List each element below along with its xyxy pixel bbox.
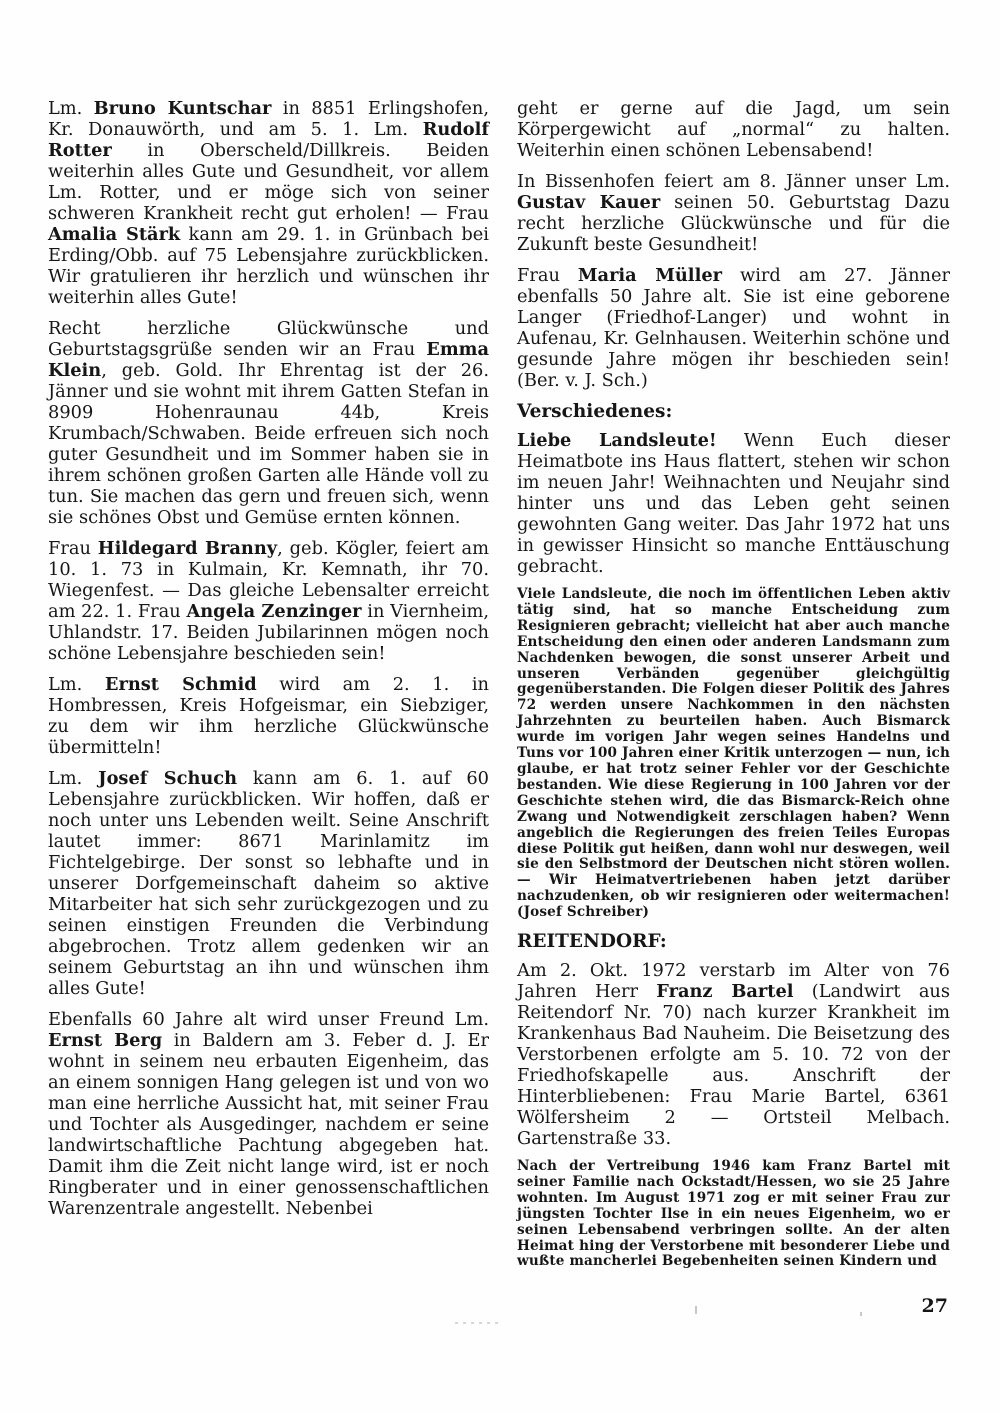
paragraph [517,265,950,391]
text-segment: Lm. [48,768,99,789]
paragraph [517,430,950,577]
text-segment: Lm. [48,98,94,119]
text-segment: Nach der Vertreibung 1946 kam Franz Bartel mit seiner Familie nach Ockstadt/Hessen, wo sie 25 Jahre wohnten. Im August 1971 zog er mit seiner Frau zur jüngsten Tochter Ilse in ein neues Eigenheim, wo er seinen Lebensabend verbringen sollte. An der alten Heimat hing der Verstorbene mit besonderer Liebe und wußte mancherlei Begebenheiten seinen Kindern und [517,1158,950,1270]
text-segment: In Bissenhofen feiert am 8. Jänner unser Lm. [517,171,950,192]
page-number: 27 [921,1295,948,1317]
bold-text: Bruno Kuntschar [93,98,272,119]
bold-text: Rudolf Rotter [48,119,489,161]
text-segment: in Baldern am 3. Feber d. J. Er wohnt in seinem neu erbauten Eigenheim, das an einem sonnigen Hang gelegen ist und von wo man eine herrliche Aussicht hat, mit seiner Frau und Tochter als Ausgedinger, nachdem er seine landwirtschaftliche Pachtung abgegeben hat. Damit ihm die Zeit nicht lange wird, ist er noch Ringberater und in einer genossenschaftlichen Warenzentrale angestellt. Nebenbei [48,1030,489,1219]
bold-text: Angela Zenzinger [186,601,362,622]
text-segment: geht er gerne auf die Jagd, um sein Körpergewicht auf „normal“ zu halten. Weiterhin einen schönen Lebensabend! [517,98,950,161]
bold-text: Verschiedenes: [517,401,673,422]
bold-text: Josef Schuch [98,768,238,789]
bold-text: Franz Bartel [656,981,794,1003]
paragraph [48,674,489,758]
text-segment: wird am 27. Jänner ebenfalls 50 Jahre alt. Sie ist eine geborene Langer (Friedhof-Langer) und wohnt in Aufenau, Kr. Gelnhausen. Weiterhin schöne und gesunde Jahre mögen ihr beschieden sein! (Ber. v. J. Sch.) [517,265,951,391]
bold-text: Gustav Kauer [517,192,661,213]
section-heading [517,931,950,952]
text-segment: Recht herzliche Glückwünsche und Geburtstagsgrüße senden wir an Frau [48,318,489,360]
paragraph [48,1009,489,1219]
text-columns [48,98,950,1280]
text-segment: in Oberscheld/Dillkreis. Beiden weiterhin alles Gute und Gesundheit, vor allem Lm. Rotter, und er möge sich von seiner schweren Krankheit recht gut erholen! — Frau [48,140,489,224]
bold-text: Liebe Landsleute! [517,430,717,451]
bold-text: Ernst Berg [48,1030,163,1051]
text-segment: Am 2. Okt. 1972 verstarb im Alter von 76 Jahren Herr [517,960,950,1003]
bold-text: REITENDORF: [517,931,667,953]
paragraph [517,98,950,161]
scan-artifact [455,1322,503,1324]
text-segment: Lm. [48,674,105,695]
column-left [48,98,489,1280]
paragraph [48,768,489,999]
text-segment: , geb. Gold. Ihr Ehrentag ist der 26. Jänner und sie wohnt mit ihrem Gatten Stefan in 8909 Hohenraunau 44b, Kreis Krumbach/Schwaben. Beide erfreuen sich noch guter Gesundheit und im Sommer haben sie in ihrem schönen großen Garten alle Hände voll zu tun. Sie machen das gern und freuen sich, wenn sie schönes Obst und Gemüse ernten können. [48,360,489,528]
text-segment: in Viernheim, Uhlandstr. 17. Beiden Jubilarinnen mögen noch schöne Lebensjahre beschieden sein! [48,601,489,664]
bold-text: Ernst Schmid [104,674,257,695]
text-segment: Viele Landsleute, die noch im öffentlichen Leben aktiv tätig sind, hat so manche Entscheidung zum Resignieren gebracht; vielleicht hat aber auch manche Entscheidung den einen oder anderen Landsmann zum Nachdenken bewogen, die sonst unserer Arbeit und unseren Verbänden gegenüber gleichgültig gegenüberstanden. Die Folgen dieser Politik des Jahres 72 werden unsere Nachkommen in den nächsten Jahrzehnten zu beurteilen haben. Auch Bismarck wurde im vorigen Jahr wegen seines Handelns und Tuns vor 100 Jahren einer Kritik unterzogen — nun, ich glaube, er hat trotz seiner Fehler vor der Geschichte bestanden. Wie diese Regierung in 100 Jahren vor der Geschichte stehen wird, die das Bismarck-Reich ohne Zwang und Notwendigkeit zerschlagen haben? Wenn angeblich die Regierungen des freien Teiles Europas diese Politik gut heißen, dann wohl nur deswegen, weil sie den Selbstmord der Deutschen nicht stören wollen. — Wir Heimatvertriebenen haben jetzt darüber nachzudenken, ob wir resignieren oder weitermachen! (Josef Schreiber) [517,586,950,921]
paragraph-small [517,1159,950,1270]
text-segment: kann am 29. 1. in Grünbach bei Erding/Obb. auf 75 Lebensjahre zurückblicken. Wir gratulieren ihr herzlich und wünschen ihr weiterhin alles Gute! [48,224,489,308]
paragraph-small [517,587,950,921]
paragraph [517,960,950,1149]
text-segment: in 8851 Erlingshofen, Kr. Donauwörth, und am 5. 1. Lm. [48,98,489,140]
bold-text: Emma Klein [48,339,489,381]
paragraph [517,171,950,255]
scan-artifact [860,1312,862,1316]
paragraph [48,98,489,308]
text-segment: wird am 2. 1. in Hombressen, Kreis Hofgeismar, ein Siebziger, zu dem wir ihm herzliche Glückwünsche übermitteln! [48,674,489,758]
paragraph [48,538,489,664]
text-segment: Ebenfalls 60 Jahre alt wird unser Freund Lm. [48,1009,489,1030]
text-segment: Frau [517,265,578,286]
text-segment: seinen 50. Geburtstag Dazu recht herzliche Glückwünsche und für die Zukunft beste Gesundheit! [517,192,950,255]
bold-text: Amalia Stärk [48,224,181,245]
bold-text: Maria Müller [577,265,723,286]
section-heading [517,401,950,422]
text-segment: kann am 6. 1. auf 60 Lebensjahre zurückblicken. Wir hoffen, daß er noch unter uns Lebenden weilt. Seine Anschrift lautet immer: 8671 Marinlamitz im Fichtelgebirge. Der sonst so lebhafte und in unserer Dorfgemeinschaft daheim so aktive Mitarbeiter hat sich sehr zurückgezogen und zu seinen einstigen Freunden die Verbindung abgebrochen. Trotz allem gedenken wir an seinem Geburtstag an ihn und wünschen ihm alles Gute! [48,768,489,999]
paragraph [48,318,489,528]
text-segment: Frau [48,538,98,559]
scan-artifact [695,1306,697,1314]
text-segment: , geb. Kögler, feiert am 10. 1. 73 in Kulmain, Kr. Kemnath, ihr 70. Wiegenfest. — Das gleiche Lebensalter erreicht am 22. 1. Frau [48,538,489,622]
column-right [517,98,950,1280]
bold-text: Hildegard Branny [97,538,278,559]
text-segment: Wenn Euch dieser Heimatbote ins Haus flattert, stehen wir schon im neuen Jahr! Weihnachten und Neujahr sind hinter uns und das Leben geht seinen gewohnten Gang weiter. Das Jahr 1972 hat uns in gewisser Hinsicht so manche Enttäuschung gebracht. [517,430,951,577]
text-segment: (Landwirt aus Reitendorf Nr. 70) nach kurzer Krankheit im Krankenhaus Bad Nauheim. Die Beisetzung des Verstorbenen erfolgte am 5. 10. 72 von der Friedhofskapelle aus. Anschrift der Hinterbliebenen: Frau Marie Bartel, 6361 Wölfersheim 2 — Ortsteil Melbach. Gartenstraße 33. [517,981,950,1150]
